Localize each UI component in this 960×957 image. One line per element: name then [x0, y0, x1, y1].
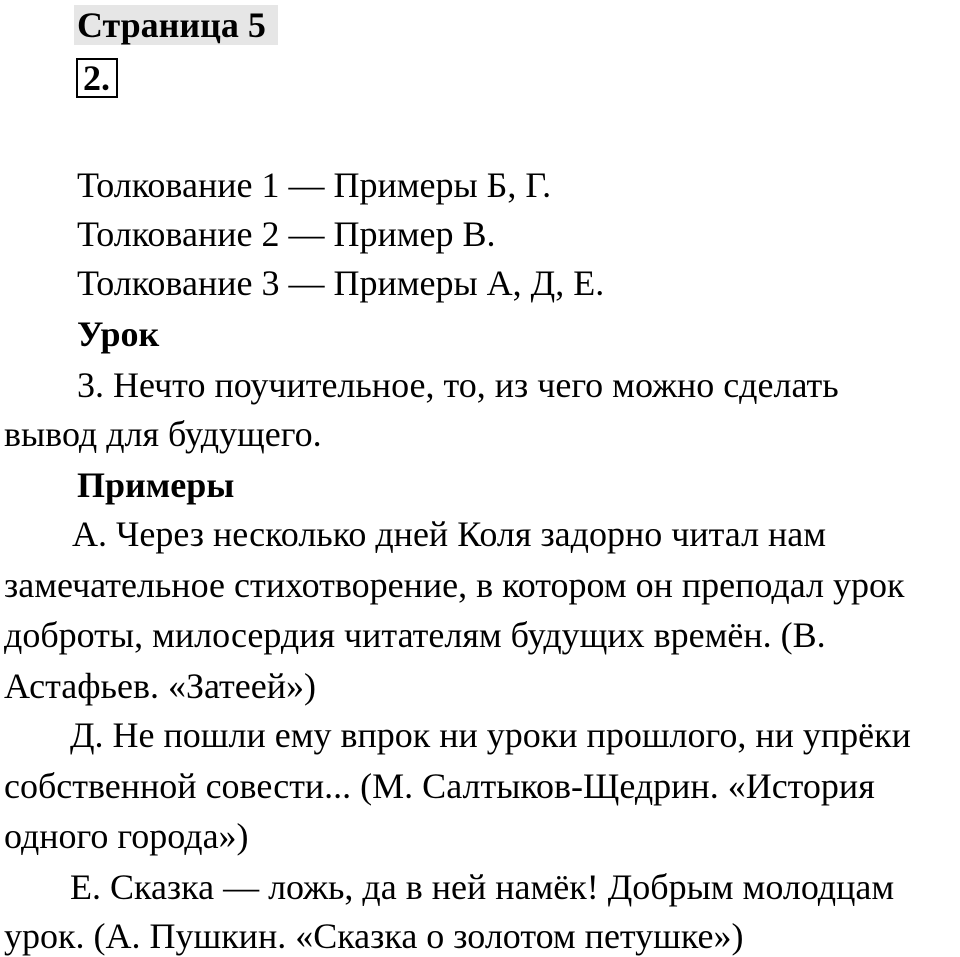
definition-line-2: вывод для будущего. [4, 414, 322, 454]
example-a-line-3: доброты, милосердия читателям будущих времён. (В. [4, 615, 826, 655]
examples-heading: Примеры [77, 465, 235, 505]
example-d-line-2: собственной совести... (М. Салтыков-Щедрин. «История [4, 766, 875, 806]
example-a-line-4: Астафьев. «Затеей») [4, 666, 316, 706]
interpretation-2: Толкование 2 — Пример В. [77, 214, 496, 254]
example-a-line-2: замечательное стихотворение, в котором он преподал урок [4, 565, 905, 605]
example-d-line-3: одного города») [4, 816, 249, 856]
interpretation-3: Толкование 3 — Примеры А, Д, Е. [77, 263, 605, 303]
example-e-line-1: Е. Сказка — ложь, да в ней намёк! Добрым молодцам [70, 867, 895, 907]
example-a-line-1: А. Через несколько дней Коля задорно читал нам [72, 514, 827, 554]
example-d-line-1: Д. Не пошли ему впрок ни уроки прошлого, ни упрёки [70, 715, 911, 755]
page-title: Страница 5 [77, 5, 266, 45]
word-heading: Урок [77, 314, 160, 354]
definition-line-1: 3. Нечто поучительное, то, из чего можно сделать [77, 365, 839, 405]
task-number: 2. [83, 58, 110, 98]
example-e-line-2: урок. (А. Пушкин. «Сказка о золотом петушке») [4, 916, 744, 956]
interpretation-1: Толкование 1 — Примеры Б, Г. [77, 165, 552, 205]
